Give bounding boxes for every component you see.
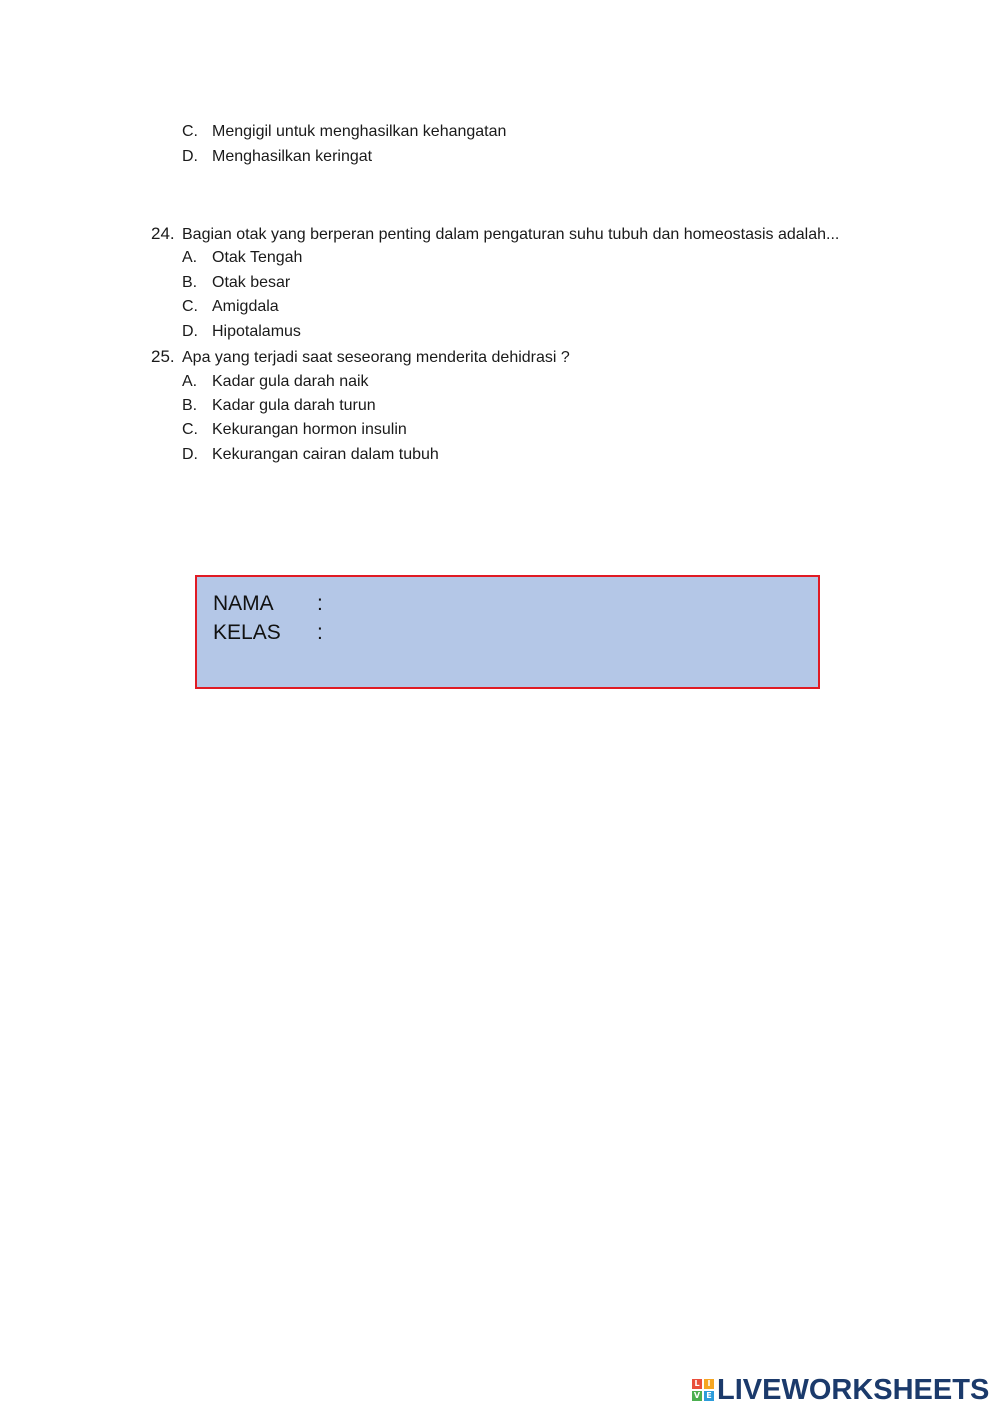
brand-name: LIVEWORKSHEETS (717, 1373, 990, 1406)
student-info-box (195, 575, 820, 689)
option-text: Kekurangan hormon insulin (212, 421, 407, 438)
question-number: 24. (151, 224, 175, 243)
liveworksheets-logo-icon (692, 1379, 714, 1401)
option-text: Mengigil untuk menghasilkan kehangatan (212, 123, 507, 140)
option-letter: B. (182, 274, 198, 291)
question-text: Apa yang terjadi saat seseorang menderita dehidrasi ? (182, 349, 570, 366)
option-letter: A. (182, 249, 198, 266)
option-letter: C. (182, 298, 198, 315)
logo-tile-l: L (692, 1379, 702, 1389)
q24-option-a[interactable] (182, 248, 302, 268)
option-text: Otak besar (212, 274, 291, 291)
q25-option-c[interactable] (182, 420, 407, 440)
q24-option-b[interactable] (182, 273, 290, 293)
option-text: Menghasilkan keringat (212, 148, 373, 165)
logo-tile-v: V (693, 1391, 701, 1400)
class-colon: : (317, 621, 323, 644)
q25-option-b[interactable] (182, 396, 376, 416)
logo-tile-e: E (704, 1391, 714, 1401)
option-text: Otak Tengah (212, 249, 303, 266)
option-letter: C. (182, 123, 198, 140)
option-text: Kekurangan cairan dalam tubuh (212, 446, 439, 463)
option-letter: D. (182, 148, 198, 165)
name-label: NAMA (213, 592, 274, 615)
q25-option-d[interactable] (182, 445, 439, 465)
class-label: KELAS (213, 621, 281, 644)
question-25 (151, 347, 570, 368)
option-letter: B. (182, 397, 198, 414)
liveworksheets-brand (692, 1373, 990, 1406)
option-d[interactable] (182, 147, 372, 167)
class-row (213, 620, 323, 646)
option-letter: D. (182, 446, 198, 463)
question-text: Bagian otak yang berperan penting dalam pengaturan suhu tubuh dan homeostasis adalah... (182, 226, 840, 243)
option-c[interactable] (182, 122, 506, 142)
question-24 (151, 224, 839, 245)
option-letter: C. (182, 421, 198, 438)
question-number: 25. (151, 347, 175, 366)
logo-tile-i: I (704, 1379, 714, 1389)
option-text: Hipotalamus (212, 323, 301, 340)
q25-option-a[interactable] (182, 372, 369, 392)
name-row (213, 591, 323, 617)
option-letter: D. (182, 323, 198, 340)
q24-option-c[interactable] (182, 297, 279, 317)
option-text: Kadar gula darah naik (212, 373, 369, 390)
option-letter: A. (182, 373, 198, 390)
name-colon: : (317, 592, 323, 615)
q24-option-d[interactable] (182, 322, 301, 342)
option-text: Amigdala (212, 298, 279, 315)
option-text: Kadar gula darah turun (212, 397, 376, 414)
